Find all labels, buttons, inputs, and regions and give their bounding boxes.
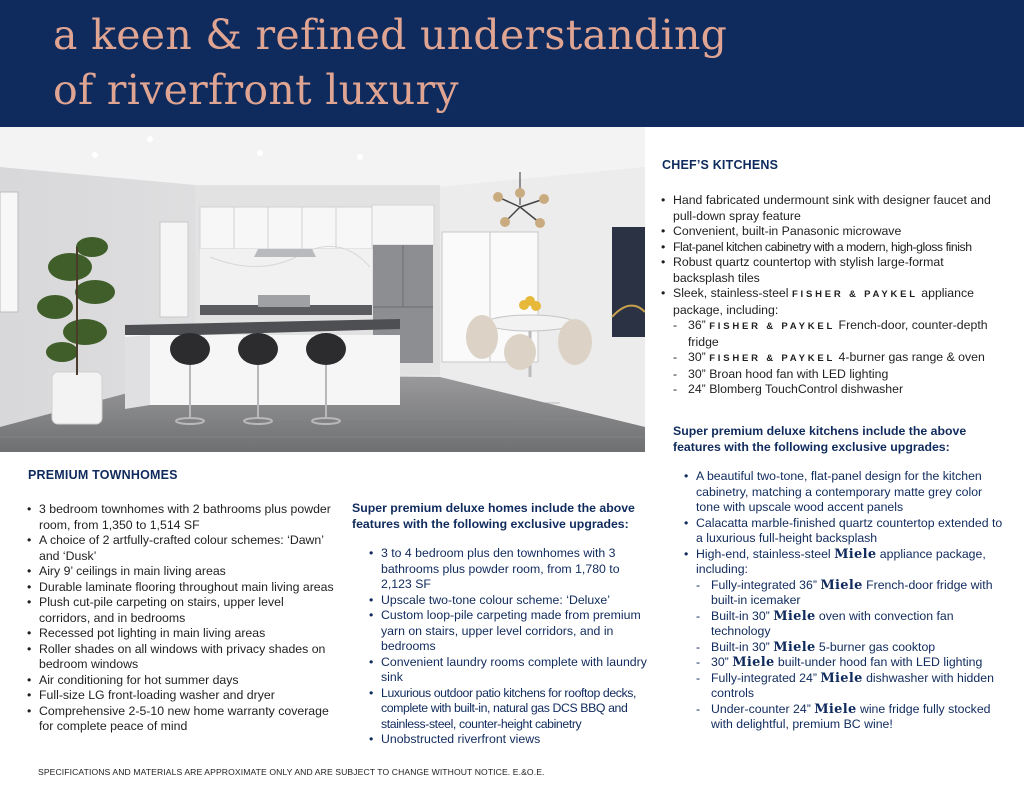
list-item: • Roller shades on all windows with privacy shades on bedroom windows (27, 642, 337, 673)
brand-miele: Miele (834, 546, 877, 562)
list-subitem: - 24” Blomberg TouchControl dishwasher (661, 382, 1006, 398)
brand-miele: Miele (814, 701, 857, 717)
list-item: • Unobstructed riverfront views (369, 732, 652, 748)
header-banner (0, 0, 1024, 127)
list-item: • Upscale two-tone colour scheme: ‘Deluxe’ (369, 593, 652, 609)
list-item: • Calacatta marble-finished quartz countertop extended to a luxurious full-height backsplash (684, 516, 1004, 547)
brand-miele: Miele (773, 639, 816, 655)
list-item: • A choice of 2 artfully-crafted colour schemes: ‘Dawn’ and ‘Dusk’ (27, 533, 337, 564)
list-item: • Full-size LG front-loading washer and dryer (27, 688, 337, 704)
item-text: Sleek, stainless-steel (673, 286, 792, 300)
list-item: • Durable laminate flooring throughout main living areas (27, 580, 337, 596)
list-item: • Plush cut-pile carpeting on stairs, upper level corridors, and in bedrooms (27, 595, 337, 626)
item-text: Fully-integrated 36” (711, 577, 821, 592)
list-subitem (661, 318, 1006, 350)
chefs-kitchens-list (661, 193, 1006, 398)
list-item: • Convenient laundry rooms complete with laundry sink (369, 655, 652, 686)
list-subitem (661, 350, 1006, 367)
list-item: • Luxurious outdoor patio kitchens for rooftop decks, complete with built-in, natural gas DCS BBQ and stainless-steel, counter-height cabinetry (369, 686, 652, 733)
list-subitem (684, 655, 1004, 671)
item-text: appliance package, including: (673, 286, 974, 317)
list-item (684, 547, 1004, 578)
list-item: • Recessed pot lighting in main living areas (27, 626, 337, 642)
list-item: • Robust quartz countertop with stylish large-format backsplash tiles (661, 255, 1006, 286)
list-subitem (684, 671, 1004, 702)
list-item: • 3 bedroom townhomes with 2 bathrooms plus powder room, from 1,350 to 1,514 SF (27, 502, 337, 533)
item-text: 5-burner gas cooktop (815, 639, 936, 654)
item-text: built-under hood fan with LED lighting (774, 655, 983, 669)
item-text: 36” (688, 318, 710, 332)
brand-miele: Miele (820, 670, 863, 686)
list-subitem: - 30” Broan hood fan with LED lighting (661, 367, 1006, 383)
headline (53, 8, 727, 118)
chefs-kitchens-title: CHEF’S KITCHENS (662, 158, 779, 172)
list-item: • Custom loop-pile carpeting made from premium yarn on stairs, upper level corridors, and in bedrooms (369, 608, 652, 655)
brand-fisher-paykel: FISHER & PAYKEL (791, 289, 918, 300)
list-item: • Air conditioning for hot summer days (27, 673, 337, 689)
deluxe-homes-list (369, 546, 652, 748)
premium-townhomes-list (27, 502, 337, 735)
list-subitem (684, 609, 1004, 640)
headline-line-1: a keen & refined understanding (53, 11, 728, 59)
list-item: • 3 to 4 bedroom plus den townhomes with 3 bathrooms plus powder room, from 1,780 to 2,123 SF (369, 546, 652, 593)
item-text: Fully-integrated 24” (711, 670, 821, 685)
list-subitem (684, 578, 1004, 609)
brand-fisher-paykel: FISHER & PAYKEL (709, 321, 836, 332)
headline-line-2: of riverfront luxury (53, 66, 459, 114)
list-item (661, 286, 1006, 318)
disclaimer: SPECIFICATIONS AND MATERIALS ARE APPROXIMATE ONLY AND ARE SUBJECT TO CHANGE WITHOUT NOTICE. E.&O.E. (38, 767, 545, 777)
item-text: appliance package, including: (696, 546, 986, 576)
item-text: oven with convection fan technology (711, 608, 954, 638)
item-text: Under-counter 24” (711, 701, 815, 716)
item-text: Built-in 30” (711, 608, 774, 623)
item-text: High-end, stainless-steel (696, 546, 835, 561)
list-item: • Hand fabricated undermount sink with designer faucet and pull-down spray feature (661, 193, 1006, 224)
item-text: 4-burner gas range & oven (835, 350, 985, 364)
item-text: dishwasher with hidden controls (711, 670, 994, 700)
item-text: French-door fridge with built-in icemaker (711, 577, 993, 607)
brand-miele: Miele (773, 608, 816, 624)
kitchen-rendering-image (0, 127, 645, 452)
list-subitem (684, 640, 1004, 656)
list-item: • Airy 9’ ceilings in main living areas (27, 564, 337, 580)
item-text: French-door, counter-depth fridge (688, 318, 988, 349)
item-text: Built-in 30” (711, 639, 774, 654)
deluxe-kitchens-list (684, 469, 1004, 733)
brand-fisher-paykel: FISHER & PAYKEL (709, 353, 836, 364)
list-item: • A beautiful two-tone, flat-panel design for the kitchen cabinetry, matching a contemporary matte grey color tone with upscale wood accent panels (684, 469, 1004, 516)
list-item: • Flat-panel kitchen cabinetry with a modern, high-gloss finish (661, 240, 1006, 256)
list-item: • Convenient, built-in Panasonic microwave (661, 224, 1006, 240)
deluxe-kitchens-note: Super premium deluxe kitchens include the above features with the following exclusive upgrades: (673, 424, 967, 454)
premium-townhomes-title: PREMIUM TOWNHOMES (28, 468, 178, 482)
list-item: • Comprehensive 2-5-10 new home warranty coverage for complete peace of mind (27, 704, 337, 735)
brand-miele: Miele (732, 655, 775, 670)
deluxe-homes-note: Super premium deluxe homes include the above features with the following exclusive upgrades: (352, 501, 635, 531)
item-text: wine fridge fully stocked with delightful, premium BC wine! (711, 701, 991, 731)
item-text: 30” (688, 350, 710, 364)
list-subitem (684, 702, 1004, 733)
item-text: 30” (711, 655, 733, 669)
brand-miele: Miele (820, 577, 863, 593)
